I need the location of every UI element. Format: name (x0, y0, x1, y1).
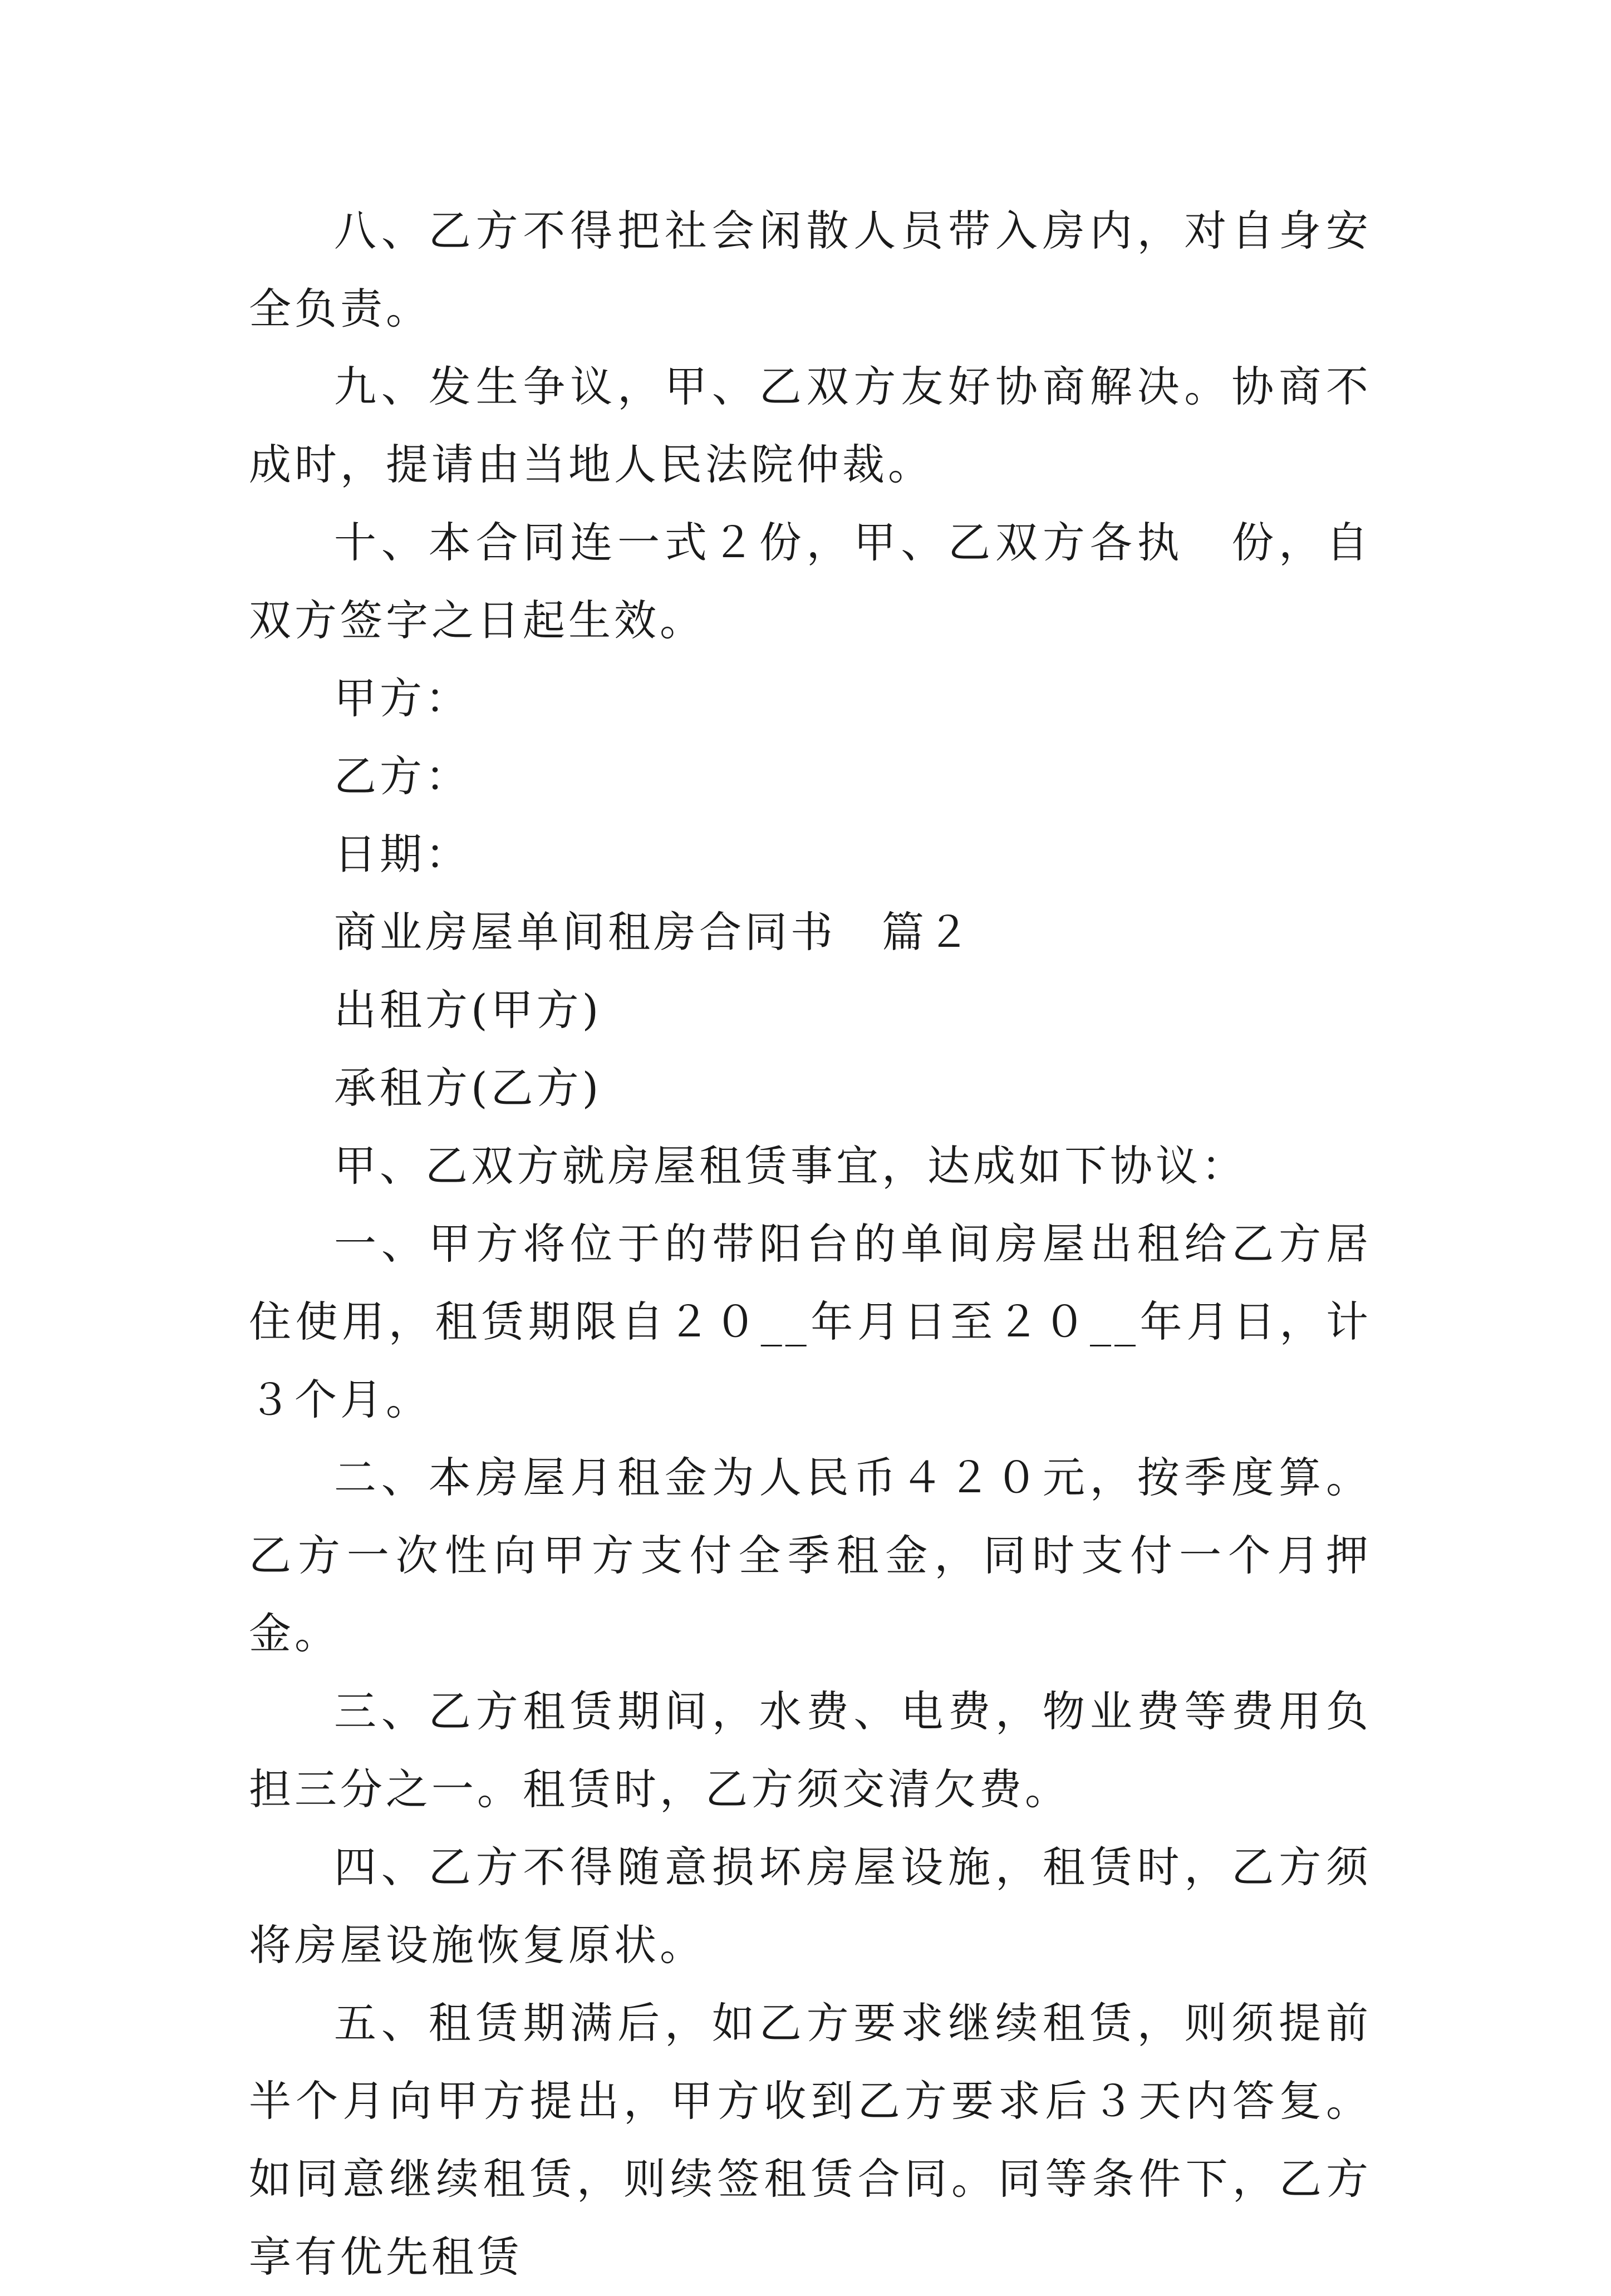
party-b-signature-line: 乙方： (334, 751, 471, 801)
clause-4: 四、乙方不得随意损坏房屋设施，租赁时，乙方须将房屋设施恢复原状。 (249, 1842, 1372, 1970)
lessee-line: 承租方(乙方) (334, 1063, 602, 1113)
lessor-line: 出租方(甲方) (334, 985, 602, 1035)
clause-5: 五、租赁期满后，如乙方要求继续租赁，则须提前半个月向甲方提出，甲方收到乙方要求后３天内答复。如同意继续租赁，则续签租赁合同。同等条件下，乙方享有优先租赁 (249, 1998, 1372, 2282)
clause-2: 二、本房屋月租金为人民币４２０元，按季度算。乙方一次性向甲方支付全季租金，同时支付一个月押金。 (249, 1453, 1372, 1658)
document-body (249, 192, 1372, 2296)
clause-10: 十、本合同连一式２份，甲、乙双方各执 份，自双方签字之日起生效。 (249, 518, 1372, 645)
section-heading: 商业房屋单间租房合同书 篇２ (334, 907, 973, 957)
clause-8: 八、乙方不得把社会闲散人员带入房内，对自身安全负责。 (249, 206, 1372, 333)
clause-9: 九、发生争议，甲、乙双方友好协商解决。协商不成时，提请由当地人民法院仲裁。 (249, 362, 1372, 489)
party-a-signature-line: 甲方： (334, 673, 471, 723)
date-line: 日期： (334, 829, 471, 879)
clause-3: 三、乙方租赁期间，水费、电费，物业费等费用负担三分之一。租赁时，乙方须交清欠费。 (249, 1687, 1372, 1814)
agreement-intro: 甲、乙双方就房屋租赁事宜，达成如下协议： (334, 1141, 1247, 1191)
clause-1: 一、甲方将位于的带阳台的单间房屋出租给乙方居住使用，租赁期限自２０__年月日至２０__年月日，计３个月。 (249, 1219, 1372, 1424)
